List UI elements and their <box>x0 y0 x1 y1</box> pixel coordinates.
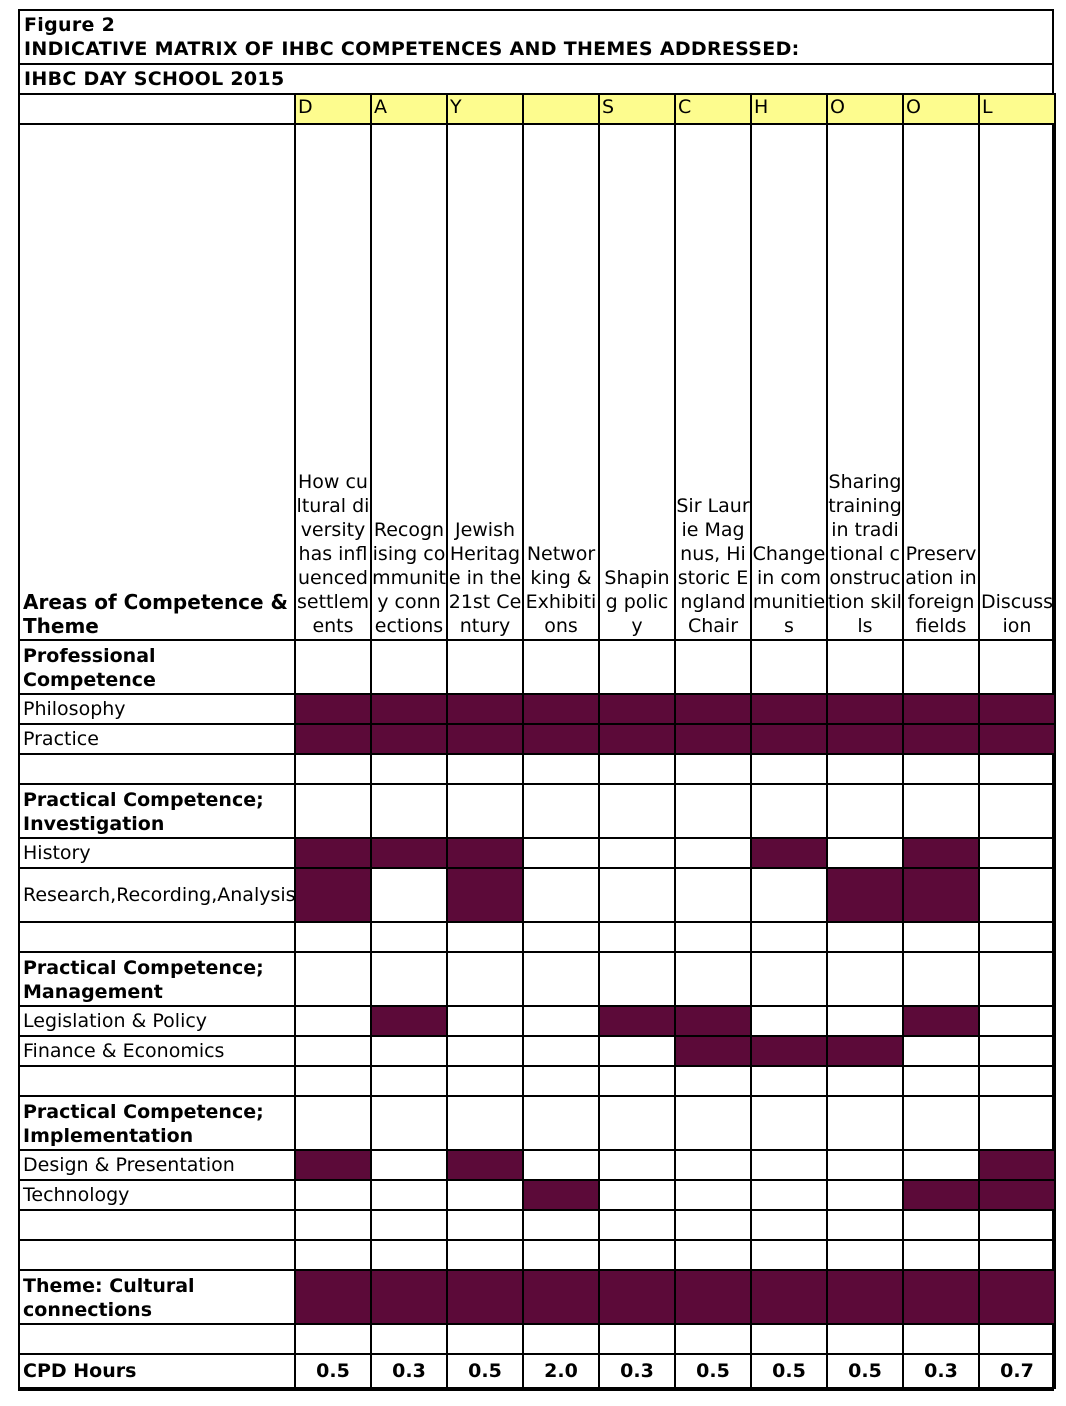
competence-row <box>19 1180 1055 1210</box>
empty-cell <box>903 1240 979 1270</box>
session-title-cell: Discussion <box>979 124 1055 640</box>
empty-cell <box>903 952 979 1006</box>
section-row <box>19 1096 1055 1150</box>
marked-cell <box>903 724 979 754</box>
row-label: Design & Presentation <box>19 1150 295 1180</box>
session-title-cell: Change in communities <box>751 124 827 640</box>
empty-cell <box>827 754 903 784</box>
empty-cell <box>827 838 903 868</box>
empty-cell <box>827 1180 903 1210</box>
empty-cell <box>447 1036 523 1066</box>
empty-cell <box>599 1180 675 1210</box>
empty-cell <box>979 838 1055 868</box>
empty-cell <box>827 1324 903 1354</box>
empty-cell <box>371 754 447 784</box>
empty-cell <box>523 1096 599 1150</box>
empty-cell <box>447 640 523 694</box>
empty-cell <box>979 1324 1055 1354</box>
empty-cell <box>523 1036 599 1066</box>
cpd-hours-value: 0.5 <box>827 1354 903 1388</box>
marked-cell <box>523 724 599 754</box>
session-title-cell: How cultural diversity has influenced settlements <box>295 124 371 640</box>
marked-cell <box>903 694 979 724</box>
empty-cell <box>979 640 1055 694</box>
empty-cell <box>827 1240 903 1270</box>
marked-cell <box>371 838 447 868</box>
section-row <box>19 640 1055 694</box>
empty-cell <box>751 754 827 784</box>
empty-cell <box>447 784 523 838</box>
empty-cell <box>751 1006 827 1036</box>
marked-cell <box>751 694 827 724</box>
competence-row <box>19 1006 1055 1036</box>
empty-cell <box>523 1150 599 1180</box>
empty-cell <box>827 1150 903 1180</box>
row-label <box>19 754 295 784</box>
empty-cell <box>599 868 675 922</box>
empty-cell <box>599 952 675 1006</box>
row-label: Philosophy <box>19 694 295 724</box>
marked-cell <box>295 838 371 868</box>
marked-cell <box>903 1180 979 1210</box>
empty-cell <box>447 1210 523 1240</box>
row-label: Practice <box>19 724 295 754</box>
marked-cell <box>751 724 827 754</box>
empty-cell <box>903 1150 979 1180</box>
empty-cell <box>751 868 827 922</box>
empty-cell <box>447 1066 523 1096</box>
empty-cell <box>371 952 447 1006</box>
empty-cell <box>751 922 827 952</box>
marked-cell <box>371 724 447 754</box>
empty-cell <box>371 1324 447 1354</box>
empty-cell <box>523 1066 599 1096</box>
empty-cell <box>827 1006 903 1036</box>
empty-cell <box>599 784 675 838</box>
empty-cell <box>675 754 751 784</box>
letter-cell <box>523 94 599 124</box>
empty-cell <box>599 1066 675 1096</box>
empty-cell <box>979 1036 1055 1066</box>
spacer-row <box>19 922 1055 952</box>
marked-cell <box>827 694 903 724</box>
spacer-row <box>19 754 1055 784</box>
empty-cell <box>751 1324 827 1354</box>
spacer-row <box>19 1324 1055 1354</box>
empty-cell <box>751 1150 827 1180</box>
figure-header <box>20 11 1052 65</box>
empty-cell <box>979 1006 1055 1036</box>
empty-cell <box>295 1036 371 1066</box>
competence-row <box>19 1150 1055 1180</box>
marked-cell <box>979 1180 1055 1210</box>
row-label <box>19 922 295 952</box>
section-row <box>19 952 1055 1006</box>
marked-cell <box>447 694 523 724</box>
letter-cell: A <box>371 94 447 124</box>
row-label: Finance & Economics <box>19 1036 295 1066</box>
empty-cell <box>675 922 751 952</box>
empty-cell <box>599 838 675 868</box>
cpd-hours-value: 0.5 <box>751 1354 827 1388</box>
marked-cell <box>827 1270 903 1324</box>
spacer-row <box>19 1210 1055 1240</box>
marked-cell <box>447 1270 523 1324</box>
empty-cell <box>675 1180 751 1210</box>
cpd-hours-value: 0.5 <box>447 1354 523 1388</box>
empty-cell <box>903 784 979 838</box>
section-row <box>19 1270 1055 1324</box>
competence-row <box>19 694 1055 724</box>
empty-cell <box>675 868 751 922</box>
empty-cell <box>295 1006 371 1036</box>
marked-cell <box>295 868 371 922</box>
row-label <box>19 1210 295 1240</box>
empty-cell <box>371 1096 447 1150</box>
empty-cell <box>675 1210 751 1240</box>
empty-cell <box>447 754 523 784</box>
areas-of-competence-label: Areas of Competence & Theme <box>19 124 295 640</box>
marked-cell <box>447 1150 523 1180</box>
empty-cell <box>827 1066 903 1096</box>
row-label: Practical Competence; Investigation <box>19 784 295 838</box>
empty-cell <box>827 922 903 952</box>
empty-cell <box>371 1240 447 1270</box>
letter-cell: L <box>979 94 1055 124</box>
empty-cell <box>371 784 447 838</box>
marked-cell <box>751 1270 827 1324</box>
letters-row <box>19 94 1055 124</box>
letter-cell: O <box>903 94 979 124</box>
marked-cell <box>903 1006 979 1036</box>
competence-row <box>19 868 1055 922</box>
empty-cell <box>979 1240 1055 1270</box>
marked-cell <box>447 868 523 922</box>
row-label: Practical Competence; Management <box>19 952 295 1006</box>
marked-cell <box>979 694 1055 724</box>
marked-cell <box>979 1150 1055 1180</box>
marked-cell <box>979 724 1055 754</box>
empty-cell <box>979 1210 1055 1240</box>
row-label: Theme: Cultural connections <box>19 1270 295 1324</box>
empty-cell <box>827 952 903 1006</box>
marked-cell <box>447 838 523 868</box>
marked-cell <box>827 724 903 754</box>
session-title-cell: Recognising community connections <box>371 124 447 640</box>
empty-cell <box>447 1006 523 1036</box>
empty-cell <box>295 754 371 784</box>
marked-cell <box>903 868 979 922</box>
figure-title: INDICATIVE MATRIX OF IHBC COMPETENCES AND THEMES ADDRESSED: <box>24 38 800 60</box>
marked-cell <box>523 1180 599 1210</box>
marked-cell <box>827 1036 903 1066</box>
empty-cell <box>371 868 447 922</box>
spacer-row <box>19 1240 1055 1270</box>
empty-cell <box>903 1036 979 1066</box>
marked-cell <box>675 1006 751 1036</box>
marked-cell <box>599 724 675 754</box>
empty-cell <box>523 1006 599 1036</box>
empty-cell <box>675 640 751 694</box>
competence-row <box>19 838 1055 868</box>
marked-cell <box>371 1270 447 1324</box>
row-label: History <box>19 838 295 868</box>
marked-cell <box>523 1270 599 1324</box>
session-title-cell: Sharing training in traditional construction skills <box>827 124 903 640</box>
empty-cell <box>827 640 903 694</box>
empty-cell <box>751 952 827 1006</box>
empty-cell <box>599 640 675 694</box>
empty-cell <box>371 1036 447 1066</box>
empty-cell <box>599 1150 675 1180</box>
empty-cell <box>599 922 675 952</box>
marked-cell <box>751 1036 827 1066</box>
empty-cell <box>371 640 447 694</box>
marked-cell <box>523 694 599 724</box>
row-label <box>19 1240 295 1270</box>
empty-cell <box>371 1150 447 1180</box>
empty-cell <box>903 922 979 952</box>
marked-cell <box>599 1006 675 1036</box>
marked-cell <box>675 1036 751 1066</box>
empty-cell <box>827 784 903 838</box>
empty-cell <box>751 1180 827 1210</box>
cpd-hours-value: 0.3 <box>903 1354 979 1388</box>
empty-cell <box>295 1240 371 1270</box>
marked-cell <box>295 1270 371 1324</box>
marked-cell <box>599 694 675 724</box>
session-title-cell: Preservation in foreign fields <box>903 124 979 640</box>
marked-cell <box>751 838 827 868</box>
empty-cell <box>523 868 599 922</box>
empty-cell <box>751 640 827 694</box>
empty-cell <box>979 784 1055 838</box>
empty-cell <box>903 1066 979 1096</box>
corner-blank-cell <box>19 94 295 124</box>
empty-cell <box>675 1150 751 1180</box>
empty-cell <box>675 838 751 868</box>
empty-cell <box>295 1180 371 1210</box>
empty-cell <box>371 1210 447 1240</box>
empty-cell <box>523 1240 599 1270</box>
empty-cell <box>827 1210 903 1240</box>
empty-cell <box>979 1096 1055 1150</box>
session-titles-row <box>19 124 1055 640</box>
empty-cell <box>523 838 599 868</box>
empty-cell <box>447 1324 523 1354</box>
empty-cell <box>751 1066 827 1096</box>
empty-cell <box>599 1036 675 1066</box>
letter-cell: O <box>827 94 903 124</box>
marked-cell <box>447 724 523 754</box>
marked-cell <box>675 724 751 754</box>
matrix-figure <box>18 9 1054 1391</box>
empty-cell <box>751 1210 827 1240</box>
row-label: Professional Competence <box>19 640 295 694</box>
session-title-cell: Sir Laurie Magnus, Historic England Chair <box>675 124 751 640</box>
empty-cell <box>979 1066 1055 1096</box>
letter-cell: C <box>675 94 751 124</box>
empty-cell <box>447 922 523 952</box>
marked-cell <box>295 1150 371 1180</box>
empty-cell <box>751 1096 827 1150</box>
cpd-hours-value: 0.3 <box>599 1354 675 1388</box>
empty-cell <box>523 640 599 694</box>
empty-cell <box>523 784 599 838</box>
empty-cell <box>371 1066 447 1096</box>
empty-cell <box>675 1096 751 1150</box>
session-title-cell: Shaping policy <box>599 124 675 640</box>
row-label: Practical Competence; Implementation <box>19 1096 295 1150</box>
empty-cell <box>523 1324 599 1354</box>
marked-cell <box>599 1270 675 1324</box>
marked-cell <box>675 694 751 724</box>
spacer-row <box>19 1066 1055 1096</box>
row-label <box>19 1066 295 1096</box>
empty-cell <box>751 1240 827 1270</box>
empty-cell <box>675 952 751 1006</box>
empty-cell <box>295 952 371 1006</box>
empty-cell <box>295 640 371 694</box>
empty-cell <box>295 1210 371 1240</box>
empty-cell <box>903 1210 979 1240</box>
empty-cell <box>523 922 599 952</box>
empty-cell <box>523 952 599 1006</box>
empty-cell <box>675 1066 751 1096</box>
cpd-hours-value: 0.5 <box>295 1354 371 1388</box>
section-row <box>19 784 1055 838</box>
marked-cell <box>371 1006 447 1036</box>
empty-cell <box>447 1180 523 1210</box>
empty-cell <box>295 922 371 952</box>
marked-cell <box>295 724 371 754</box>
empty-cell <box>371 1180 447 1210</box>
letter-cell: D <box>295 94 371 124</box>
empty-cell <box>675 1240 751 1270</box>
empty-cell <box>751 784 827 838</box>
empty-cell <box>523 1210 599 1240</box>
empty-cell <box>295 784 371 838</box>
empty-cell <box>295 1324 371 1354</box>
empty-cell <box>599 754 675 784</box>
empty-cell <box>827 1096 903 1150</box>
empty-cell <box>599 1240 675 1270</box>
cpd-hours-value: 2.0 <box>523 1354 599 1388</box>
marked-cell <box>827 868 903 922</box>
competence-matrix-table <box>18 93 1056 1389</box>
empty-cell <box>295 1096 371 1150</box>
empty-cell <box>903 1096 979 1150</box>
empty-cell <box>979 868 1055 922</box>
empty-cell <box>979 922 1055 952</box>
marked-cell <box>903 838 979 868</box>
empty-cell <box>979 952 1055 1006</box>
empty-cell <box>447 1096 523 1150</box>
session-title-cell: Jewish Heritage in the 21st Century <box>447 124 523 640</box>
marked-cell <box>295 694 371 724</box>
empty-cell <box>903 640 979 694</box>
empty-cell <box>599 1210 675 1240</box>
cpd-hours-value: 0.5 <box>675 1354 751 1388</box>
day-school-title: IHBC DAY SCHOOL 2015 <box>20 65 1052 95</box>
empty-cell <box>675 784 751 838</box>
empty-cell <box>295 1066 371 1096</box>
competence-row <box>19 1036 1055 1066</box>
empty-cell <box>599 1324 675 1354</box>
marked-cell <box>979 1270 1055 1324</box>
cpd-hours-value: 0.7 <box>979 1354 1055 1388</box>
empty-cell <box>447 1240 523 1270</box>
letter-cell: S <box>599 94 675 124</box>
empty-cell <box>447 952 523 1006</box>
empty-cell <box>599 1096 675 1150</box>
marked-cell <box>371 694 447 724</box>
row-label: Technology <box>19 1180 295 1210</box>
cpd-hours-row <box>19 1354 1055 1388</box>
empty-cell <box>979 754 1055 784</box>
cpd-hours-label: CPD Hours <box>19 1354 295 1388</box>
cpd-hours-value: 0.3 <box>371 1354 447 1388</box>
competence-row <box>19 724 1055 754</box>
row-label <box>19 1324 295 1354</box>
empty-cell <box>523 754 599 784</box>
empty-cell <box>903 754 979 784</box>
session-title-cell: Networking & Exhibitions <box>523 124 599 640</box>
letter-cell: H <box>751 94 827 124</box>
marked-cell <box>903 1270 979 1324</box>
letter-cell: Y <box>447 94 523 124</box>
figure-label: Figure 2 <box>24 14 116 36</box>
row-label: Legislation & Policy <box>19 1006 295 1036</box>
marked-cell <box>675 1270 751 1324</box>
empty-cell <box>903 1324 979 1354</box>
empty-cell <box>675 1324 751 1354</box>
empty-cell <box>371 922 447 952</box>
row-label: Research,Recording,Analysis <box>19 868 295 922</box>
